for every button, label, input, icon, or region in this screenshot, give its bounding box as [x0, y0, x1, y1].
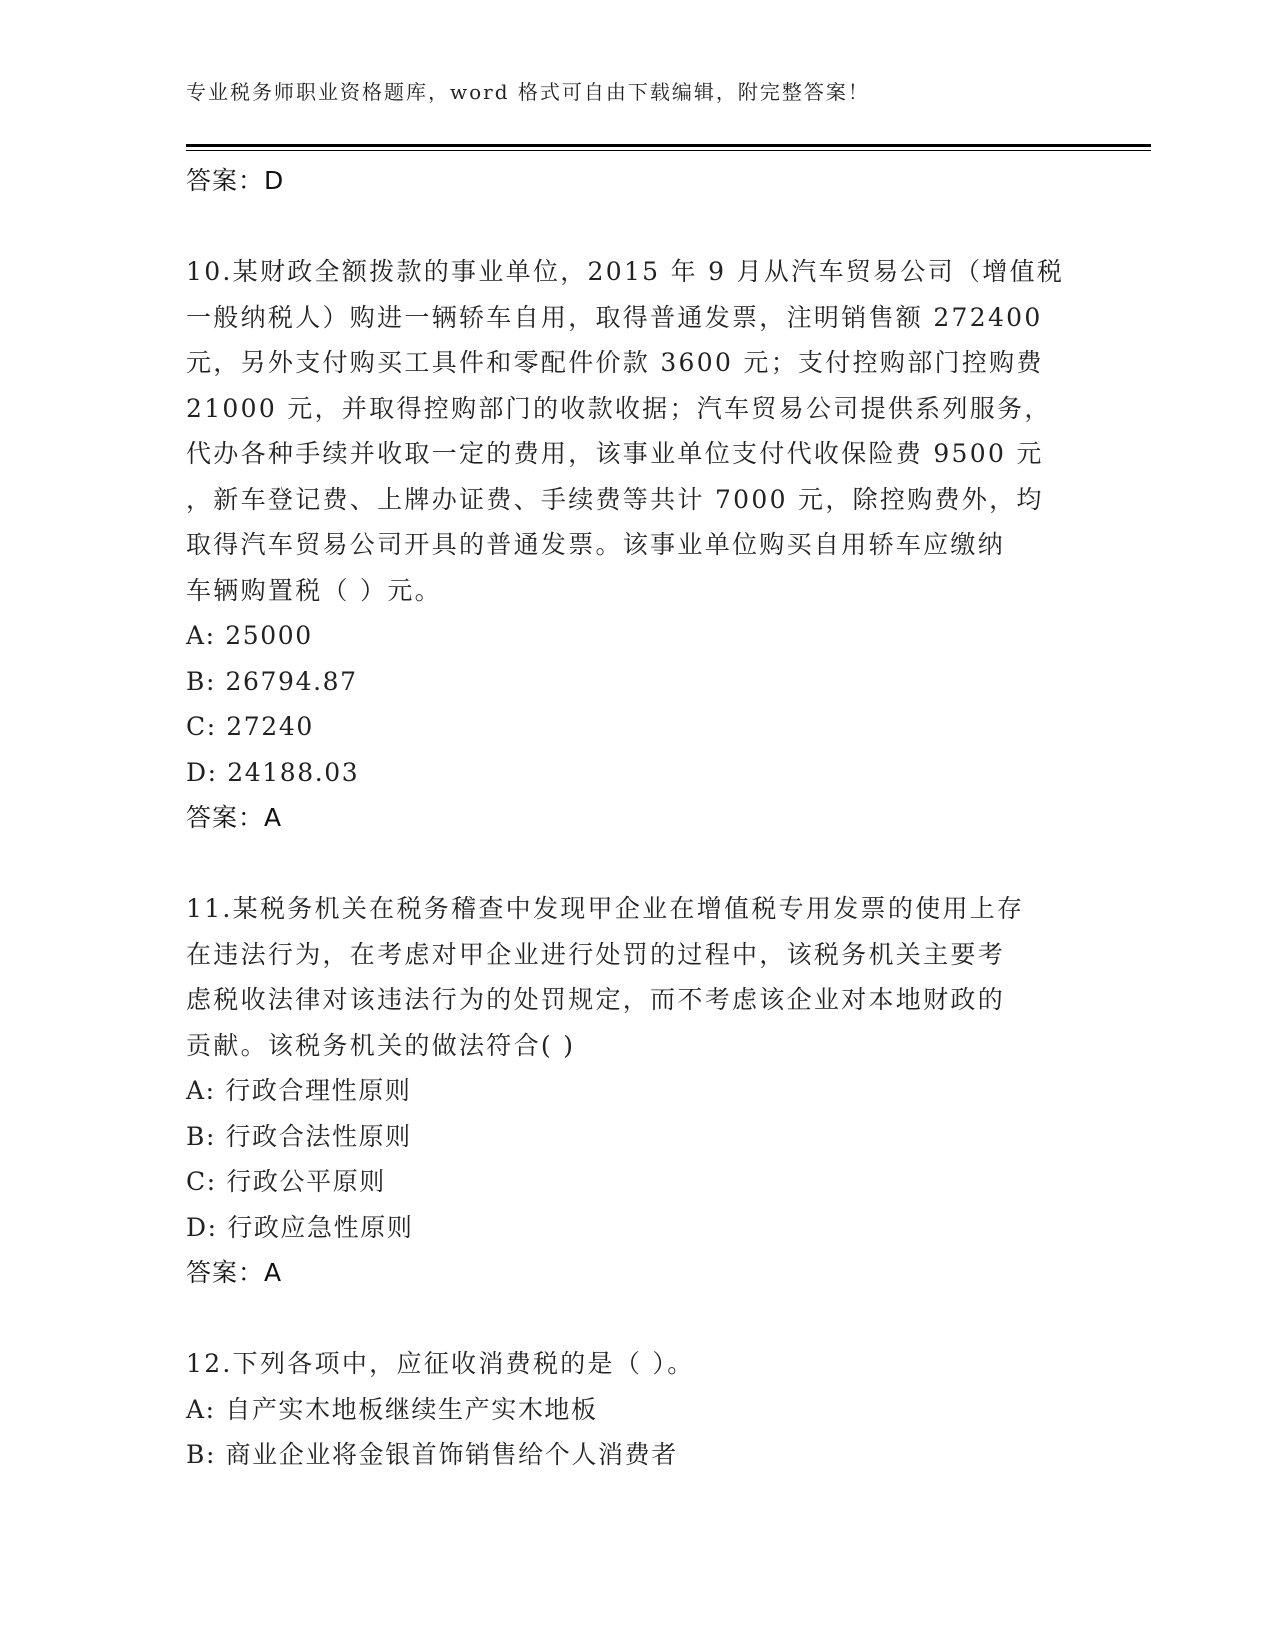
header-rule-thin — [186, 150, 1151, 151]
question-11 — [186, 886, 1086, 1296]
q9-answer: 答案：D — [186, 166, 285, 195]
option-a: A: 自产实木地板继续生产实木地板 — [186, 1394, 598, 1424]
question-text-line: 贡献。该税务机关的做法符合( ) — [186, 1030, 576, 1060]
question-text-line: 12.下列各项中，应征收消费税的是（ ）。 — [186, 1349, 695, 1378]
option-a: A: 25000 — [186, 621, 313, 650]
option-d: D: 行政应急性原则 — [186, 1212, 414, 1242]
q10-answer: 答案：A — [186, 803, 283, 832]
question-text-line: 取得汽车贸易公司开具的普通发票。该事业单位购买自用轿车应缴纳 — [186, 530, 1006, 559]
header-rule-thick — [186, 144, 1151, 147]
question-text-line: 21000 元，并取得控购部门的收款收据；汽车贸易公司提供系列服务， — [186, 393, 1052, 423]
option-c: C: 行政公平原则 — [186, 1167, 386, 1196]
spacer — [186, 204, 1086, 250]
question-12 — [186, 1341, 1086, 1478]
question-text-line: 在违法行为，在考虑对甲企业进行处罚的过程中，该税务机关主要考 — [186, 939, 1006, 969]
spacer — [186, 1296, 1086, 1342]
page-header: 专业税务师职业资格题库，word 格式可自由下载编辑，附完整答案！ — [186, 80, 870, 104]
option-d: D: 24188.03 — [186, 757, 360, 787]
question-10 — [186, 249, 1086, 841]
option-b: B: 行政合法性原则 — [186, 1121, 412, 1151]
option-b: B: 26794.87 — [186, 666, 358, 696]
document-body — [186, 158, 1086, 1478]
option-b: B: 商业企业将金银首饰销售给个人消费者 — [186, 1440, 678, 1469]
q11-answer: 答案：A — [186, 1258, 283, 1287]
spacer — [186, 841, 1086, 887]
question-text-line: 11.某税务机关在税务稽查中发现甲企业在增值税专用发票的使用上存 — [186, 894, 1025, 923]
option-a: A: 行政合理性原则 — [186, 1076, 412, 1105]
option-c: C: 27240 — [186, 712, 314, 741]
question-text-line: 车辆购置税（ ）元。 — [186, 575, 442, 605]
question-text-line: 代办各种手续并收取一定的费用，该事业单位支付代收保险费 9500 元 — [186, 439, 1044, 468]
question-text-line: 元，另外支付购买工具件和零配件价款 3600 元；支付控购部门控购费 — [186, 348, 1044, 377]
question-text-line: ，新车登记费、上牌办证费、手续费等共计 7000 元，除控购费外，均 — [186, 484, 1044, 514]
question-text-line: 虑税收法律对该违法行为的处罚规定，而不考虑该企业对本地财政的 — [186, 985, 1006, 1014]
question-text-line: 10.某财政全额拨款的事业单位，2015 年 9 月从汽车贸易公司（增值税 — [186, 257, 1065, 286]
question-text-line: 一般纳税人）购进一辆轿车自用，取得普通发票，注明销售额 272400 — [186, 302, 1043, 332]
